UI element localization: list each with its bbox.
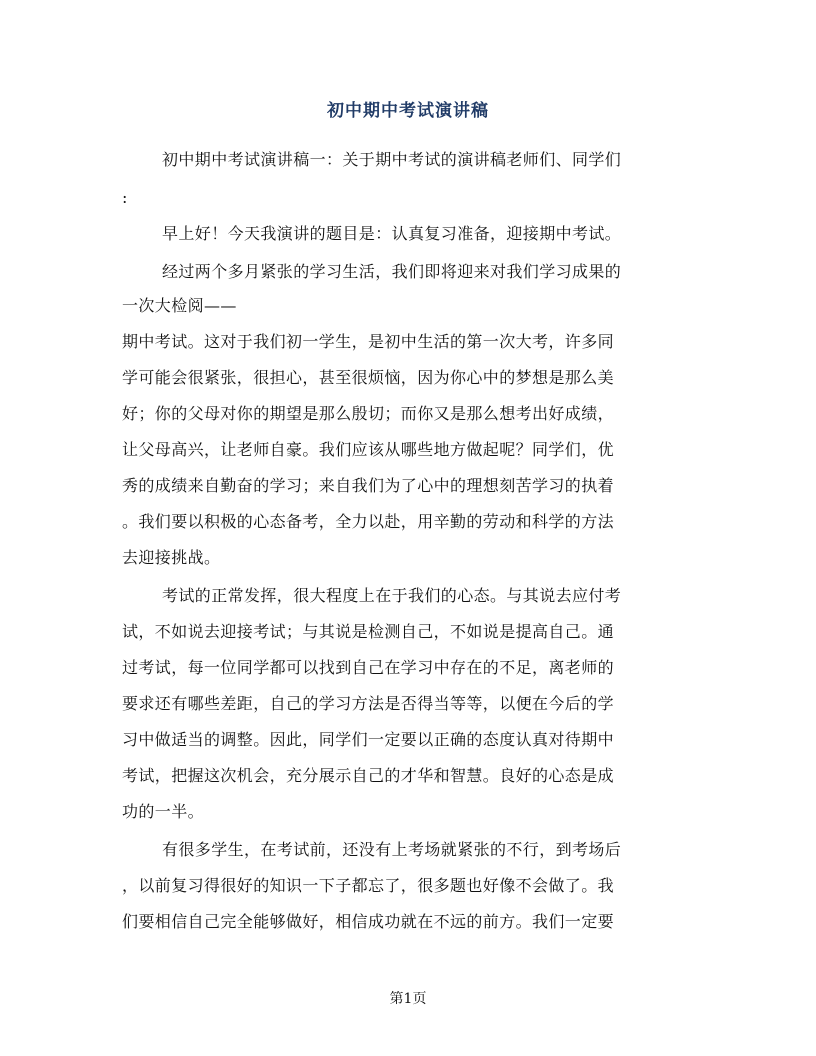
text-line: 试，不如说去迎接考试；与其说是检测自己，不如说是提高自己。通 [122,622,615,641]
text-line: 。我们要以积极的心态备考，全力以赴，用辛勤的劳动和科学的方法 [122,512,615,531]
text-line: ，以前复习得很好的知识一下子都忘了，很多题也好像不会做了。我 [122,876,615,895]
text-line: 功的一半。 [122,802,205,821]
text-line: 要求还有哪些差距，自己的学习方法是否得当等等，以便在今后的学 [122,694,615,713]
text-line: 们要相信自己完全能够做好，相信成功就在不远的前方。我们一定要 [122,912,615,931]
text-line: 考试，把握这次机会，充分展示自己的才华和智慧。良好的心态是成 [122,766,615,785]
text-line: 一次大检阅—— [122,296,237,315]
text-line: 学可能会很紧张，很担心，甚至很烦恼，因为你心中的梦想是那么美 [122,368,615,387]
text-line: 让父母高兴，让老师自豪。我们应该从哪些地方做起呢？同学们，优 [122,440,615,459]
text-line: 过考试，每一位同学都可以找到自己在学习中存在的不足，离老师的 [122,658,615,677]
text-line: 秀的成绩来自勤奋的学习；来自我们为了心中的理想刻苦学习的执着 [122,476,615,495]
document-title: 初中期中考试演讲稿 [327,101,489,121]
text-line: 有很多学生，在考试前，还没有上考场就紧张的不行，到考场后 [162,840,622,859]
text-line: 习中做适当的调整。因此，同学们一定要以正确的态度认真对待期中 [122,730,615,749]
text-line: 经过两个多月紧张的学习生活，我们即将迎来对我们学习成果的 [162,262,622,281]
text-line: 去迎接挑战。 [122,548,221,567]
text-line: 好；你的父母对你的期望是那么殷切；而你又是那么想考出好成绩， [122,404,615,423]
page-number: 第1页 [389,991,427,1007]
text-line: 初中期中考试演讲稿一：关于期中考试的演讲稿老师们、同学们 [162,150,622,169]
text-line: 期中考试。这对于我们初一学生，是初中生活的第一次大考，许多同 [122,332,615,351]
text-line: 早上好！今天我演讲的题目是：认真复习准备，迎接期中考试。 [162,224,622,243]
text-line: 考试的正常发挥，很大程度上在于我们的心态。与其说去应付考 [162,586,622,605]
text-line: : [122,188,128,207]
